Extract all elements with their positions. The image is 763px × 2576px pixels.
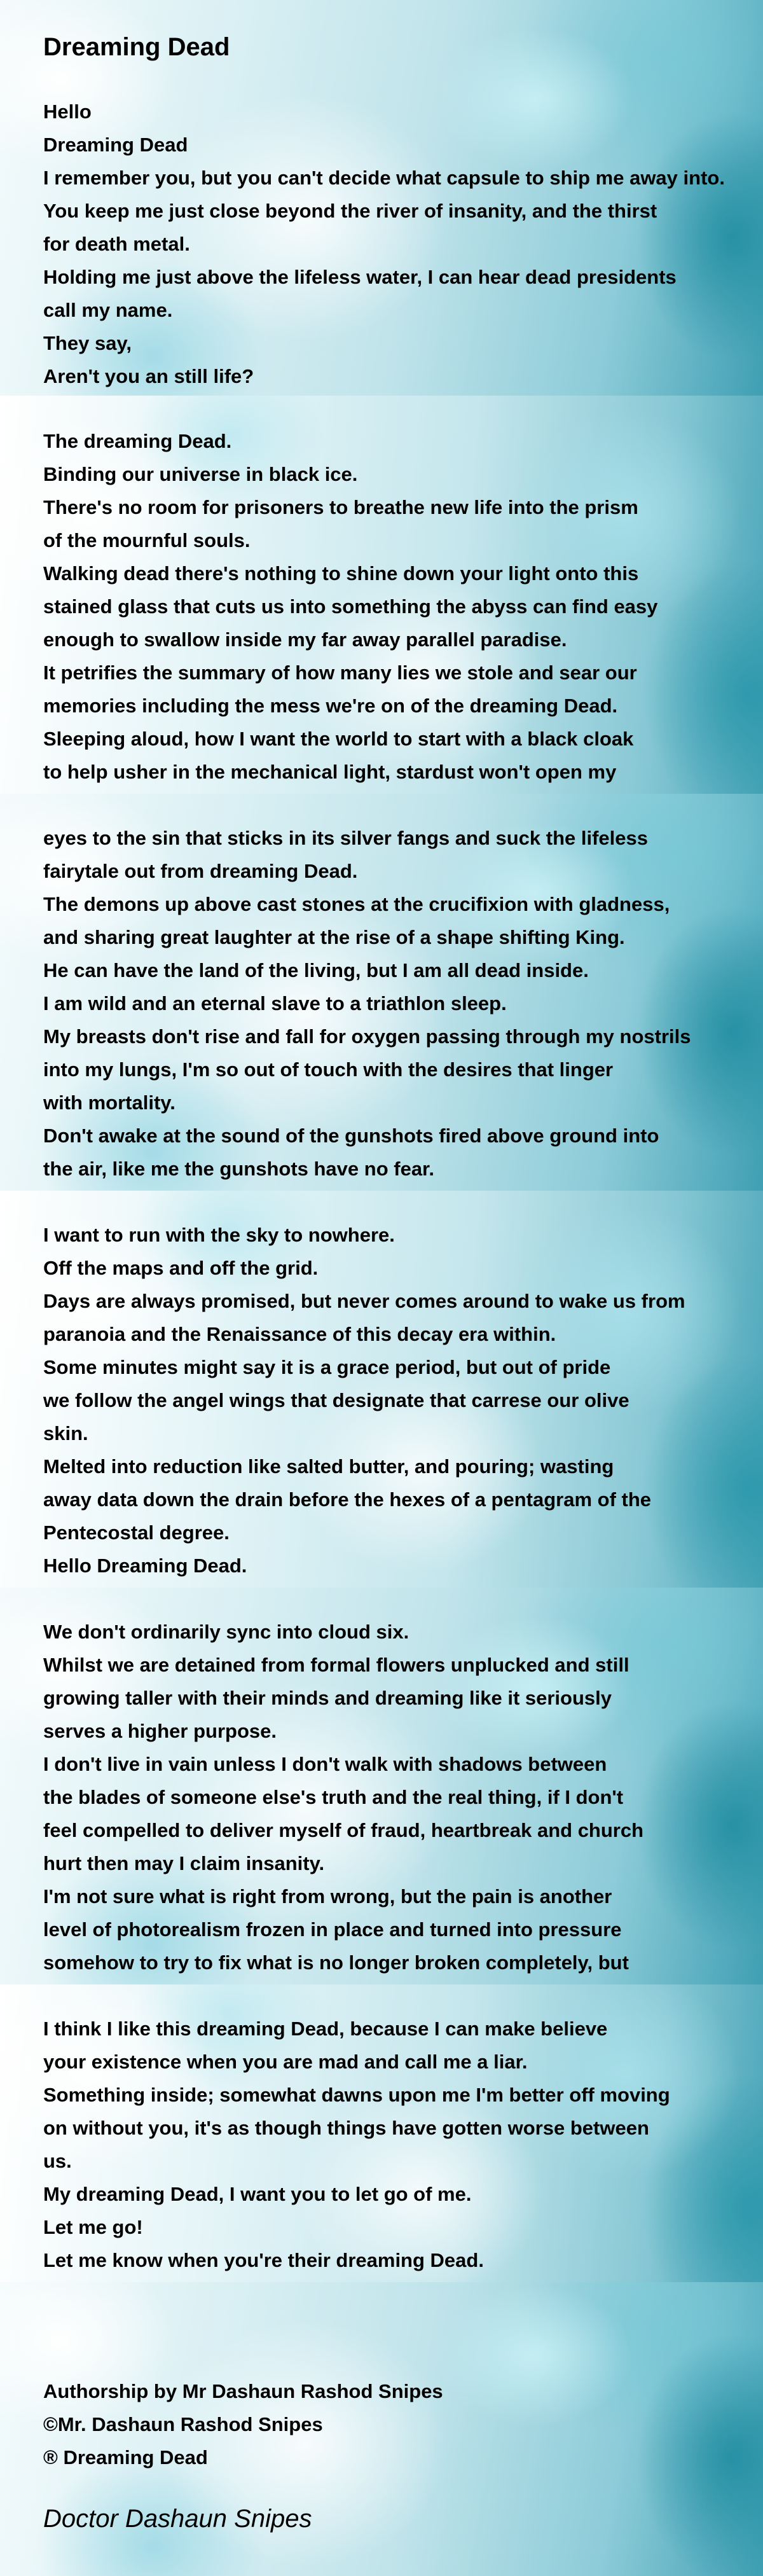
poem-line: skin. [43, 1422, 88, 1444]
author-signature: Doctor Dashaun Snipes [43, 2505, 312, 2533]
poem-line: My dreaming Dead, I want you to let go of me. [43, 2183, 472, 2205]
authorship-block [0, 2375, 456, 2474]
poem-line: the blades of someone else's truth and the real thing, if I don't [43, 1786, 624, 1808]
poem-line: Hello [43, 100, 92, 123]
authorship-line: Authorship by Mr Dashaun Rashod Snipes [43, 2380, 443, 2402]
poem-line: Dreaming Dead [43, 134, 188, 156]
poem-line: your existence when you are mad and call me a liar. [43, 2051, 528, 2073]
poem-line: on without you, it's as though things have gotten worse between [43, 2117, 649, 2139]
poem-line: They say, [43, 332, 132, 354]
poem-line: There's no room for prisoners to breathe new life into the prism [43, 496, 638, 518]
poem-line: Let me know when you're their dreaming Dead. [43, 2249, 484, 2271]
poem-line: Don't awake at the sound of the gunshots fired above ground into [43, 1125, 659, 1147]
poem-line: growing taller with their minds and dreaming like it seriously [43, 1687, 612, 1709]
copyright-line: ©Mr. Dashaun Rashod Snipes [43, 2413, 323, 2435]
poem-line: serves a higher purpose. [43, 1720, 277, 1742]
poem-line: fairytale out from dreaming Dead. [43, 860, 358, 882]
poem-panel-6 [0, 1984, 763, 2282]
poem-line: Walking dead there's nothing to shine down your light onto this [43, 562, 639, 585]
stanza-1 [0, 95, 738, 393]
stanza-3 [0, 822, 704, 1186]
poem-line: I'm not sure what is right from wrong, but the pain is another [43, 1885, 612, 1908]
poem-line: Some minutes might say it is a grace period, but out of pride [43, 1356, 611, 1378]
poem-line: hurt then may I claim insanity. [43, 1852, 325, 1874]
poem-line: I am wild and an eternal slave to a triathlon sleep. [43, 992, 507, 1014]
poem-panel-4 [0, 1191, 763, 1588]
poem-line: Whilst we are detained from formal flowers unplucked and still [43, 1654, 629, 1676]
poem-line: He can have the land of the living, but I am all dead inside. [43, 959, 589, 981]
poem-line: with mortality. [43, 1091, 175, 1114]
poem-line: I remember you, but you can't decide what capsule to ship me away into. [43, 167, 725, 189]
poem-line: somehow to try to fix what is no longer broken completely, but [43, 1951, 629, 1974]
poem-line: Pentecostal degree. [43, 1521, 230, 1544]
poem-line: the air, like me the gunshots have no fear. [43, 1158, 435, 1180]
stanza-5 [0, 1616, 656, 1979]
poem-title: Dreaming Dead [43, 33, 230, 61]
poem-line: Aren't you an still life? [43, 365, 254, 387]
poem-panel-1 [0, 0, 763, 396]
footer-panel [0, 2282, 763, 2576]
poem-line: level of photorealism frozen in place and turned into pressure [43, 1918, 622, 1941]
poem-panel-3 [0, 794, 763, 1191]
poem-line: paranoia and the Renaissance of this decay era within. [43, 1323, 556, 1345]
poem-line: we follow the angel wings that designate that carrese our olive [43, 1389, 629, 1411]
poem-line: call my name. [43, 299, 173, 321]
poem-line: enough to swallow inside my far away parallel paradise. [43, 628, 567, 651]
stanza-2 [0, 425, 670, 789]
poem-panel-2 [0, 396, 763, 794]
poem-line: I think I like this dreaming Dead, because I can make believe [43, 2018, 608, 2040]
poem-line: Sleeping aloud, how I want the world to start with a black cloak [43, 728, 634, 750]
poem-panel-5 [0, 1588, 763, 1984]
poem-line: The demons up above cast stones at the crucifixion with gladness, [43, 893, 670, 915]
poem-line: My breasts don't rise and fall for oxygen passing through my nostrils [43, 1025, 691, 1048]
poem-line: Off the maps and off the grid. [43, 1257, 319, 1279]
poem-line: eyes to the sin that sticks in its silver fangs and suck the lifeless [43, 827, 649, 849]
poem-line: I want to run with the sky to nowhere. [43, 1224, 395, 1246]
registered-line: ® Dreaming Dead [43, 2446, 208, 2469]
poem-line: It petrifies the summary of how many lies we stole and sear our [43, 661, 637, 684]
poem-line: Hello Dreaming Dead. [43, 1555, 247, 1577]
poem-line: stained glass that cuts us into something the abyss can find easy [43, 595, 658, 618]
poem-line: to help usher in the mechanical light, stardust won't open my [43, 761, 617, 783]
poem-line: Holding me just above the lifeless water, I can hear dead presidents [43, 266, 677, 288]
poem-line: Let me go! [43, 2216, 143, 2238]
poem-line: Something inside; somewhat dawns upon me I'm better off moving [43, 2084, 670, 2106]
poem-line: The dreaming Dead. [43, 430, 232, 452]
poem-line: We don't ordinarily sync into cloud six. [43, 1621, 409, 1643]
poem-line: into my lungs, I'm so out of touch with the desires that linger [43, 1058, 614, 1081]
poem-line: I don't live in vain unless I don't walk with shadows between [43, 1753, 607, 1775]
poem-line: away data down the drain before the hexes of a pentagram of the [43, 1488, 652, 1511]
poem-line: Melted into reduction like salted butter, and pouring; wasting [43, 1455, 614, 1478]
poem-line: Binding our universe in black ice. [43, 463, 358, 485]
stanza-4 [0, 1219, 698, 1582]
poem-line: for death metal. [43, 233, 190, 255]
poem-line: of the mournful souls. [43, 529, 251, 551]
stanza-6 [0, 2012, 683, 2277]
poem-line: us. [43, 2150, 72, 2172]
poem-line: memories including the mess we're on of the dreaming Dead. [43, 695, 618, 717]
poem-line: Days are always promised, but never comes around to wake us from [43, 1290, 685, 1312]
poem-line: You keep me just close beyond the river of insanity, and the thirst [43, 200, 657, 222]
poem-line: feel compelled to deliver myself of fraud, heartbreak and church [43, 1819, 644, 1841]
poem-line: and sharing great laughter at the rise of a shape shifting King. [43, 926, 625, 948]
